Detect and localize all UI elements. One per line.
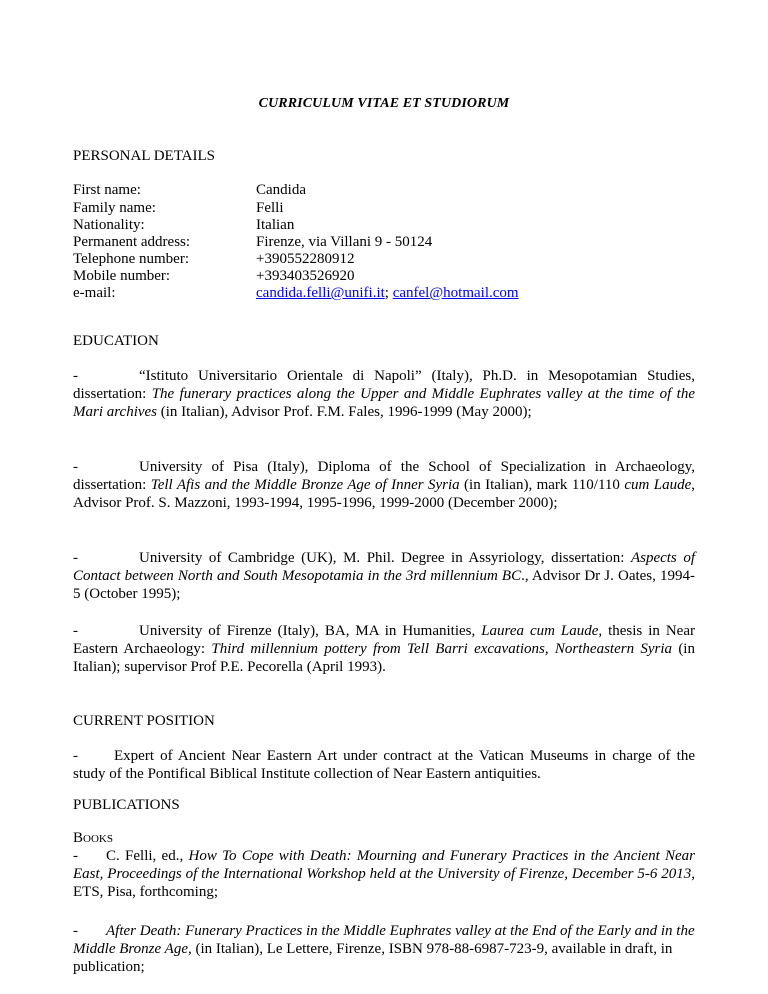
honours-text: cum Laude	[624, 477, 692, 493]
field-value: Candida	[256, 182, 306, 198]
field-value: Italian	[256, 217, 295, 233]
field-label: Mobile number:	[73, 268, 171, 284]
education-heading: EDUCATION	[73, 333, 159, 349]
publications-heading: PUBLICATIONS	[73, 797, 180, 813]
email-link-hotmail[interactable]: canfel@hotmail.com	[392, 285, 519, 301]
education-item-pisa: - University of Pisa (Italy), Diploma of the School of Specialization in Archaeology, dissertation: Tell Afis and the Middle Bronze Age of Inner Syria (in Italian), mark 110/110 cum Laude, Advisor Prof. S. Mazzoni, 1993-1994, 1995-1996, 1999-2000 (December 2000);	[73, 459, 695, 511]
personal-row-family-name	[73, 199, 693, 217]
personal-row-address	[73, 233, 693, 251]
field-value: Firenze, via Villani 9 - 50124	[256, 234, 433, 250]
personal-row-first-name	[73, 181, 693, 199]
dissertation-title: Tell Afis and the Middle Bronze Age of Inner Syria	[150, 477, 460, 493]
personal-row-email	[73, 284, 693, 302]
field-label: Nationality:	[73, 217, 145, 233]
email-values	[256, 284, 519, 302]
dissertation-title: The funerary practices along the Upper and Middle Euphrates valley at the time of the Mari archives	[73, 386, 695, 420]
document-title: CURRICULUM VITAE ET STUDIORUM	[258, 96, 510, 111]
field-value: Felli	[256, 200, 284, 216]
personal-row-mobile	[73, 267, 693, 285]
dissertation-title: Aspects of Contact between North and South Mesopotamia in the 3rd millennium BC	[73, 550, 695, 584]
education-item-firenze: - University of Firenze (Italy), BA, MA in Humanities, Laurea cum Laude, thesis in Near Eastern Archaeology: Third millennium pottery from Tell Barri excavations, Northeastern Syria (in Italian); supervisor Prof P.E. Pecorella (April 1993).	[73, 623, 695, 675]
personal-row-nationality	[73, 216, 693, 234]
current-position-heading: CURRENT POSITION	[73, 713, 215, 729]
education-item-napoli: - “Istituto Universitario Orientale di Napoli” (Italy), Ph.D. in Mesopotamian Studies, dissertation: The funerary practices along the Upper and Middle Euphrates valley at the time of the Mari archives (in Italian), Advisor Prof. F.M. Fales, 1996-1999 (May 2000);	[73, 368, 695, 420]
email-link-unifi[interactable]: candida.felli@unifi.it	[256, 285, 385, 301]
thesis-title: Third millennium pottery from Tell Barri excavations, Northeastern Syria	[211, 641, 673, 657]
personal-row-telephone	[73, 250, 693, 268]
book-title: How To Cope with Death: Mourning and Funerary Practices in the Ancient Near East, Proceedings of the International Workshop held at the University of Firenze, December 5-6 2013,	[73, 848, 696, 882]
field-value: +390552280912	[256, 251, 355, 267]
field-label: First name:	[73, 182, 141, 198]
email-separator: ;	[384, 285, 393, 301]
publication-book-how-to-cope: - C. Felli, ed., How To Cope with Death: Mourning and Funerary Practices in the Ancient Near East, Proceedings of the International Workshop held at the University of Firenze, December 5-6 2013, ETS, Pisa, forthcoming;	[73, 848, 696, 900]
field-label: Family name:	[73, 200, 156, 216]
current-position-text: - Expert of Ancient Near Eastern Art under contract at the Vatican Museums in charge of the study of the Pontifical Biblical Institute collection of Near Eastern antiquities.	[73, 748, 695, 782]
field-label: Telephone number:	[73, 251, 189, 267]
book-title: After Death: Funerary Practices in the Middle Euphrates valley at the End of the Early and in the Middle Bronze Age	[73, 923, 695, 957]
field-label: e-mail:	[73, 285, 116, 301]
education-item-cambridge: - University of Cambridge (UK), M. Phil. Degree in Assyriology, dissertation: Aspects of Contact between North and South Mesopotamia in the 3rd millennium BC., Advisor Dr J. Oates, 1994-5 (October 1995);	[73, 550, 695, 602]
personal-details-heading: PERSONAL DETAILS	[73, 148, 215, 164]
field-label: Permanent address:	[73, 234, 191, 250]
books-subheading: BOOKS	[73, 830, 113, 846]
field-value: +393403526920	[256, 268, 355, 284]
honours-text: Laurea cum Laude,	[481, 623, 603, 639]
publication-book-after-death: - After Death: Funerary Practices in the Middle Euphrates valley at the End of the Early and in the Middle Bronze Age, (in Italian), Le Lettere, Firenze, ISBN 978-88-6987-723-9, available in draft, in publication;	[73, 923, 695, 975]
